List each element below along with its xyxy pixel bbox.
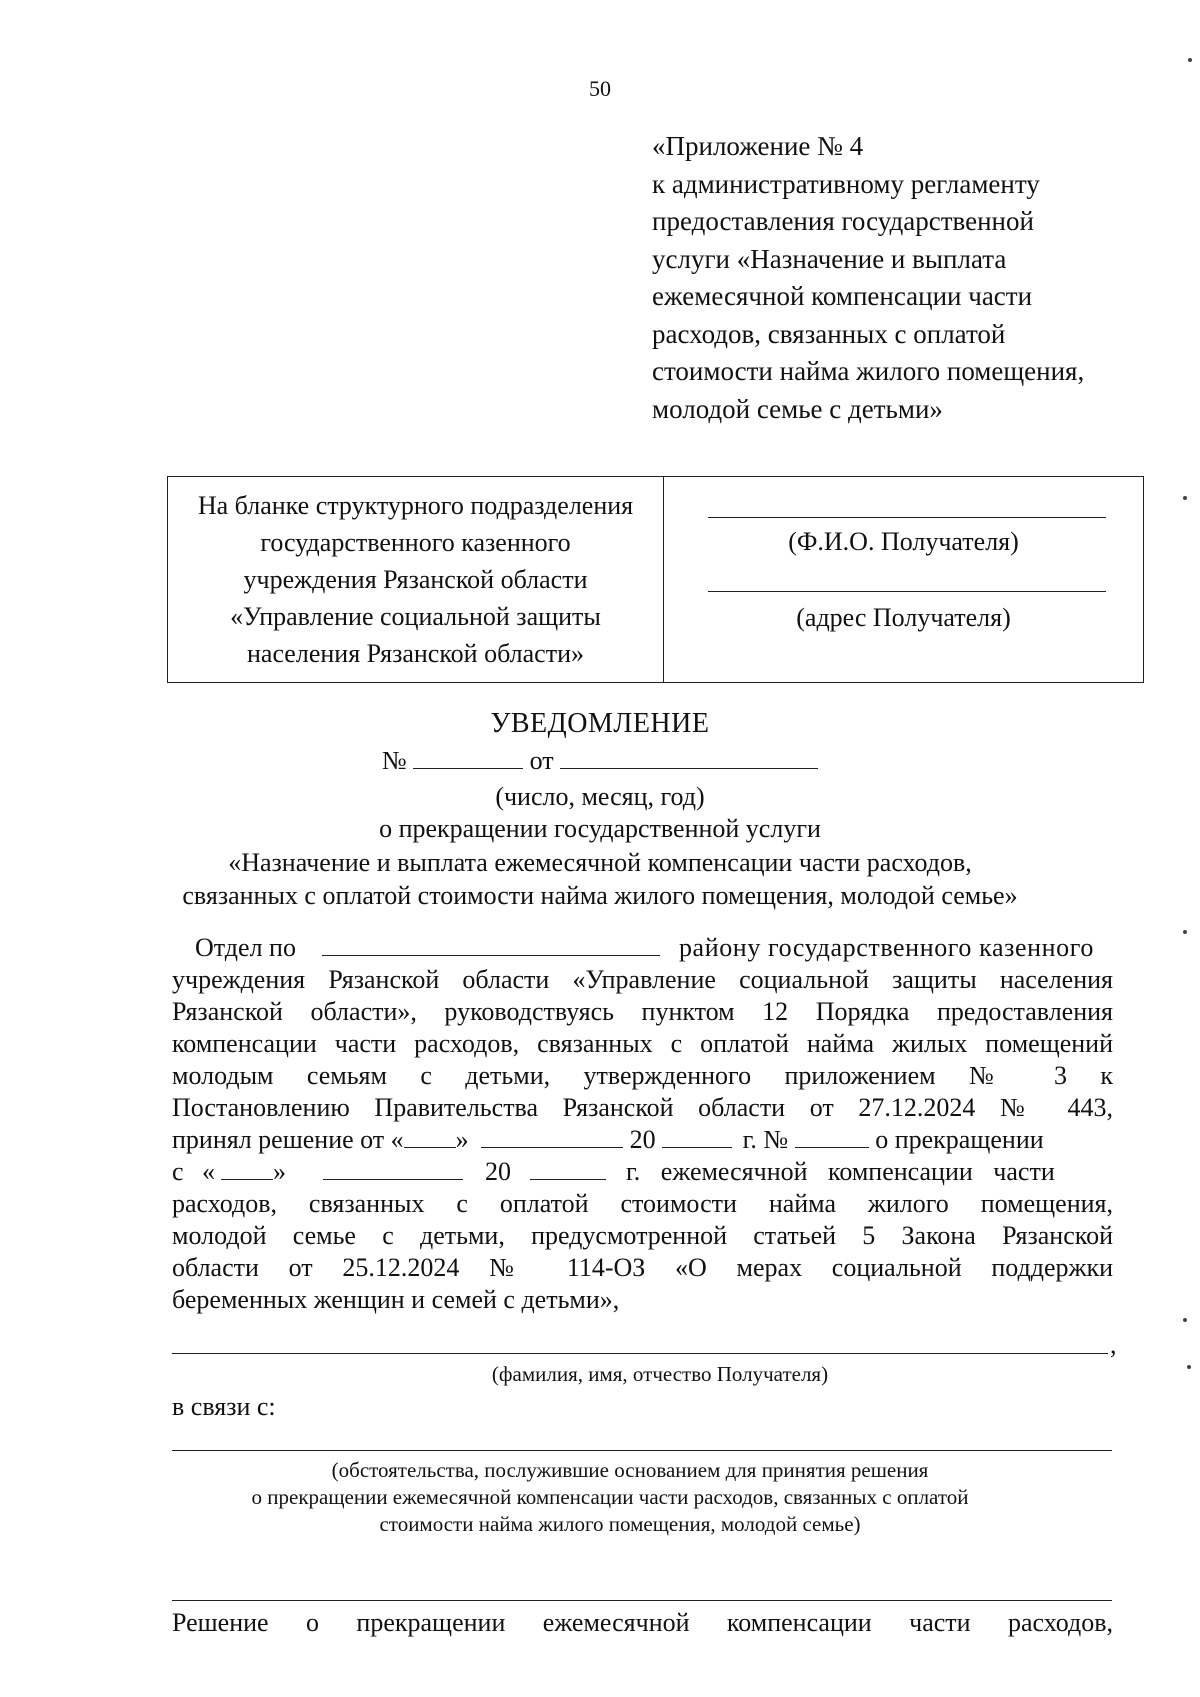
recipient-fullname-hint: (фамилия, имя, отчество Получателя) xyxy=(491,1362,829,1386)
notice-number-blank[interactable] xyxy=(413,746,523,769)
recipient-address-label: (адрес Получателя) xyxy=(796,603,1011,632)
body-line: Рязанской области», руководствуясь пунктом 12 Порядка предоставления xyxy=(172,997,1113,1026)
reason-hint-line: о прекращении ежемесячной компенсации части расходов, связанных с оплатой xyxy=(251,1485,969,1509)
body-text: 20 xyxy=(629,1125,656,1154)
notice-date-blank[interactable] xyxy=(560,746,818,769)
scan-speck xyxy=(1183,496,1187,500)
department-word: Отдел по xyxy=(195,933,296,962)
body-text: принял решение от « xyxy=(172,1125,404,1154)
body-line: молодой семье с детьми, предусмотренной статьей 5 Закона Рязанской xyxy=(172,1221,1113,1250)
scan-speck xyxy=(1183,1318,1187,1322)
body-text: 20 xyxy=(485,1157,512,1186)
body-text: району государственного казенного xyxy=(678,933,1094,962)
reason-blank[interactable] xyxy=(172,1450,1112,1451)
decision-line xyxy=(172,1125,1113,1155)
body-text: о прекращении xyxy=(875,1125,1044,1154)
body-line: Решение о прекращении ежемесячной компенсации части расходов, xyxy=(172,1608,1113,1637)
termination-day-blank[interactable] xyxy=(221,1157,273,1180)
date-hint: (число, месяц, год) xyxy=(495,782,705,811)
appendix-line: стоимости найма жилого помещения, xyxy=(652,356,1085,386)
in-connection-label: в связи с: xyxy=(172,1392,276,1421)
from-word: от xyxy=(529,746,554,775)
body-line: компенсации части расходов, связанных с оплатой найма жилых помещений xyxy=(172,1029,1113,1058)
decision-day-blank[interactable] xyxy=(404,1125,456,1148)
subject-line: связанных с оплатой стоимости найма жилого помещения, молодой семье» xyxy=(182,881,1018,910)
recipient-cell xyxy=(664,477,1143,682)
notice-title: УВЕДОМЛЕНИЕ xyxy=(490,708,710,739)
body-line: учреждения Рязанской области «Управление социальной защиты населения xyxy=(172,965,1113,994)
termination-month-blank[interactable] xyxy=(323,1157,463,1180)
decision-number-blank[interactable] xyxy=(795,1125,869,1148)
body-text: г. ежемесячной компенсации части xyxy=(626,1157,1055,1186)
appendix-line: расходов, связанных с оплатой xyxy=(652,318,1006,349)
recipient-name-blank[interactable] xyxy=(708,517,1106,518)
subject-line: о прекращении государственной услуги xyxy=(379,814,821,843)
reason-hint-line: (обстоятельства, послужившие основанием для принятия решения xyxy=(331,1458,929,1482)
reason-continuation-blank[interactable] xyxy=(172,1600,1112,1601)
appendix-line: услуги «Назначение и выплата xyxy=(652,243,1007,274)
page-number: 50 xyxy=(589,76,611,101)
body-line: области от 25.12.2024 № 114-ОЗ «О мерах социальной поддержки xyxy=(172,1253,1113,1282)
appendix-line: к административному регламенту xyxy=(652,168,1040,199)
scan-speck xyxy=(1187,1365,1191,1369)
letterhead-line: «Управление социальной защиты xyxy=(230,602,601,631)
decision-year-blank[interactable] xyxy=(662,1125,732,1148)
scan-speck xyxy=(1183,930,1187,934)
body-line: беременных женщин и семей с детьми», xyxy=(172,1285,620,1314)
letterhead-line: населения Рязанской области» xyxy=(247,639,584,668)
letterhead-line: учреждения Рязанской области xyxy=(243,565,588,594)
body-line-1 xyxy=(195,933,1113,963)
termination-date-line xyxy=(172,1157,1113,1187)
district-blank[interactable] xyxy=(322,933,660,956)
body-text: с « xyxy=(172,1157,222,1186)
termination-year-blank[interactable] xyxy=(530,1157,606,1180)
recipient-address-blank[interactable] xyxy=(708,591,1106,592)
body-line: молодым семьям с детьми, утвержденного приложением № 3 к xyxy=(172,1061,1113,1090)
body-line: Постановлению Правительства Рязанской области от 27.12.2024 № 443, xyxy=(172,1093,1113,1122)
appendix-line: предоставления государственной xyxy=(652,206,1034,236)
subject-line: «Назначение и выплата ежемесячной компенсации части расходов, xyxy=(228,848,972,877)
body-text: » xyxy=(273,1157,287,1186)
recipient-name-label: (Ф.И.О. Получателя) xyxy=(788,527,1019,556)
comma: , xyxy=(1110,1330,1117,1359)
header-table xyxy=(167,476,1144,683)
letterhead-line: государственного казенного xyxy=(260,528,571,557)
appendix-block xyxy=(652,128,1122,428)
appendix-line: «Приложение № 4 xyxy=(652,131,864,161)
body-text: г. № xyxy=(742,1125,789,1154)
scan-speck xyxy=(1188,58,1192,62)
appendix-line: ежемесячной компенсации части xyxy=(652,281,1033,311)
notice-number-line xyxy=(0,746,1200,776)
body-text: » xyxy=(455,1125,469,1154)
recipient-fullname-blank[interactable] xyxy=(172,1353,1108,1354)
number-sign: № xyxy=(381,746,407,775)
appendix-line: молодой семье с детьми» xyxy=(652,393,943,424)
letterhead-line: На бланке структурного подразделения xyxy=(197,491,634,520)
decision-month-blank[interactable] xyxy=(481,1125,623,1148)
body-line: расходов, связанных с оплатой стоимости найма жилого помещения, xyxy=(172,1189,1113,1218)
letterhead-cell xyxy=(168,477,664,682)
reason-hint-line: стоимости найма жилого помещения, молодой семье) xyxy=(379,1512,861,1536)
